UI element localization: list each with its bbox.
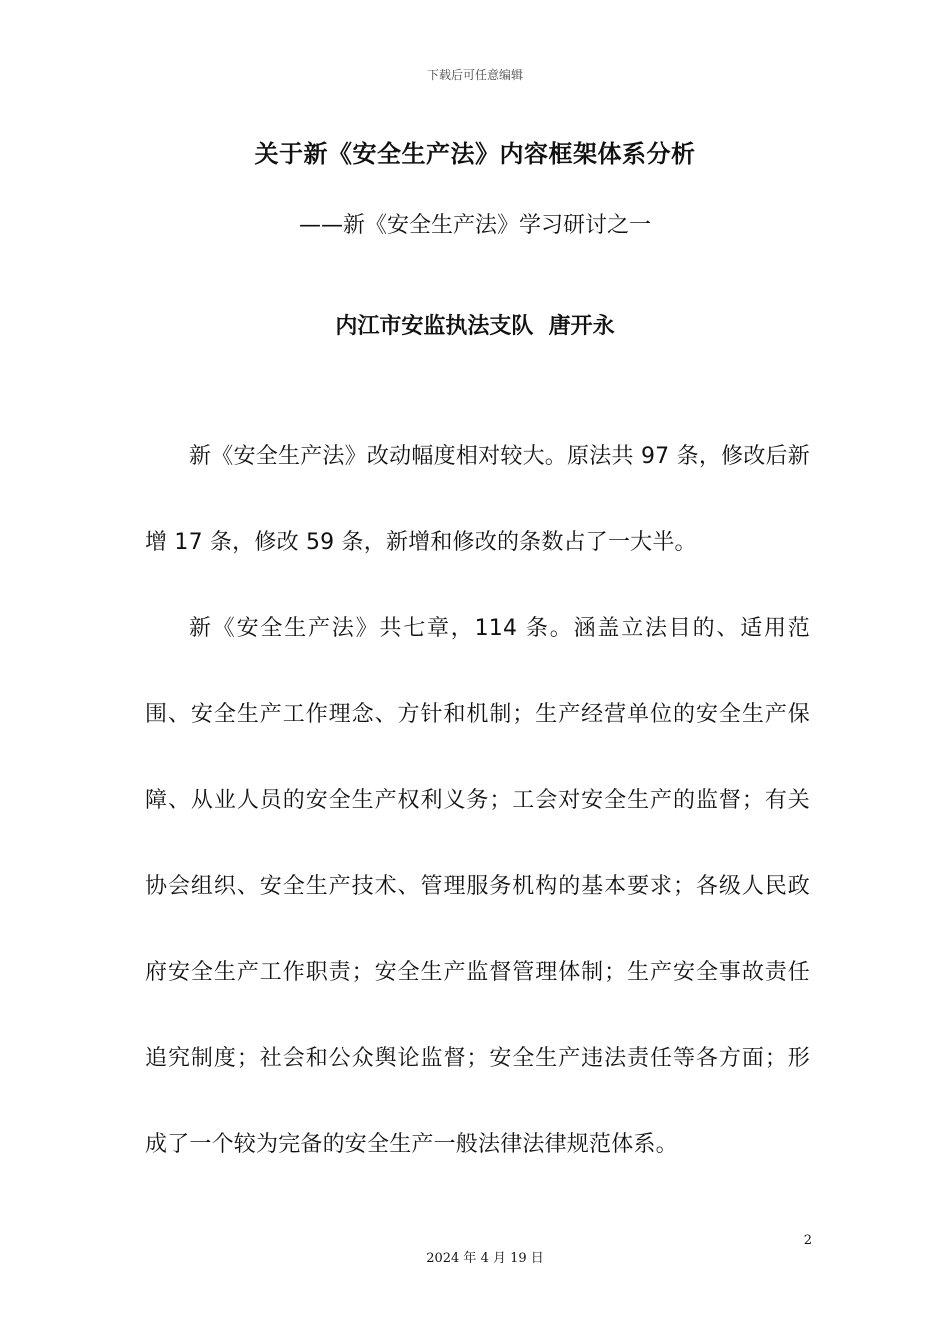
- document-title: 关于新《安全生产法》内容框架体系分析: [254, 140, 696, 168]
- page-number: 2: [803, 1233, 812, 1248]
- paragraph-1: 新《安全生产法》改动幅度相对较大。原法共 97 条，修改后新增 17 条，修改 59 条，新增和修改的条数占了一大半。: [145, 444, 810, 555]
- footer-date: 2024 年 4 月 19 日: [426, 1251, 544, 1266]
- document-subtitle: ——新《安全生产法》学习研讨之一: [298, 213, 651, 238]
- document-body: [145, 414, 810, 1188]
- document-author: 内江市安监执法支队 唐开永: [335, 314, 615, 339]
- paragraph-2: 新《安全生产法》共七章，114 条。涵盖立法目的、适用范围、安全生产工作理念、方针和机制；生产经营单位的安全生产保障、从业人员的安全生产权利义务；工会对安全生产的监督；有关协会组织、安全生产技术、管理服务机构的基本要求；各级人民政府安全生产工作职责；安全生产监督管理体制；生产安全事故责任追究制度；社会和公众舆论监督；安全生产违法责任等各方面；形成了一个较为完备的安全生产一般法律法律规范体系。: [145, 616, 810, 1157]
- header-note: 下载后可任意编辑: [426, 68, 523, 82]
